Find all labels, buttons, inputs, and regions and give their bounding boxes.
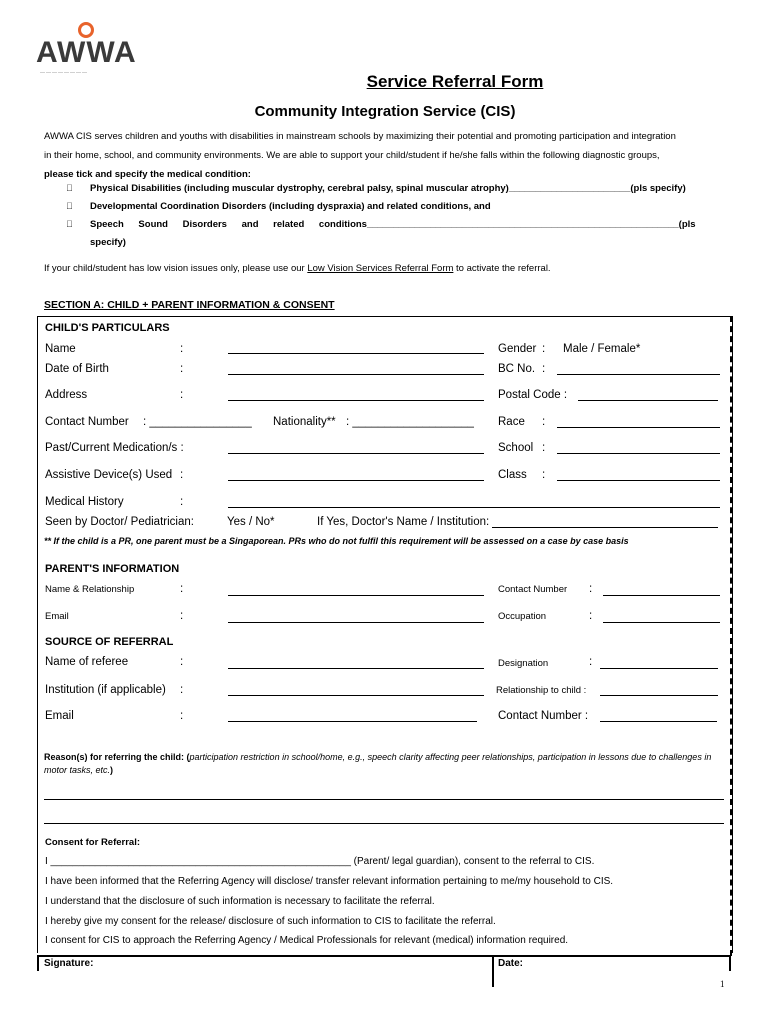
pr-note: ** If the child is a PR, one parent must be a Singaporean. PRs who do not fulfil this requirement will be assessed on a case by case basis: [44, 536, 629, 546]
condition-speech: Speech Sound Disorders and related conditions___________________________________________________________(pls: [90, 219, 696, 230]
school-field[interactable]: [557, 453, 720, 454]
relationship-field[interactable]: [600, 695, 718, 696]
consent-line-4: I hereby give my consent for the release/ disclosure of such information to CIS to facilitate the referral.: [45, 916, 496, 927]
referral-email-label: Email: [45, 710, 74, 722]
seen-options[interactable]: Yes / No*: [227, 516, 275, 528]
reason-label: Reason(s) for referring the child: (: [44, 752, 190, 762]
designation-field[interactable]: [600, 668, 718, 669]
section-a-heading: SECTION A: CHILD + PARENT INFORMATION & CONSENT: [44, 299, 335, 311]
colon: :: [589, 610, 593, 622]
colon: :: [542, 442, 546, 454]
contact-field[interactable]: : ________________: [143, 416, 252, 428]
awwa-logo: [36, 22, 136, 78]
bc-label: BC No.: [498, 363, 536, 375]
consent-line-1[interactable]: I ______________________________________________________ (Parent/ legal guardian), consent to the referral to CIS.: [45, 856, 595, 867]
colon: :: [180, 469, 184, 481]
institution-field[interactable]: [228, 695, 484, 696]
reason-close: ): [110, 765, 114, 775]
doctor-field[interactable]: [492, 527, 718, 528]
referral-header: SOURCE OF REFERRAL: [45, 636, 174, 648]
history-label: Medical History: [45, 496, 124, 508]
gender-options[interactable]: Male / Female*: [563, 343, 641, 355]
seen-label: Seen by Doctor/ Pediatrician:: [45, 516, 194, 528]
referral-contact-field[interactable]: [600, 721, 717, 722]
designation-label: Designation: [498, 658, 549, 669]
colon: :: [180, 684, 184, 696]
referral-contact-label: Contact Number :: [498, 710, 589, 722]
colon: :: [542, 343, 546, 355]
intro-line-1: AWWA CIS serves children and youths with disabilities in mainstream schools by maximizing their potential and promoting participation and integration: [44, 131, 676, 142]
parent-contact-label: Contact Number: [498, 584, 568, 595]
class-field[interactable]: [557, 480, 720, 481]
low-vision-pre: If your child/student has low vision issues only, please use our: [44, 263, 308, 274]
child-header: CHILD'S PARTICULARS: [45, 322, 170, 334]
condition-developmental: Developmental Coordination Disorders (including dyspraxia) and related conditions, and: [90, 201, 491, 212]
address-label: Address: [45, 389, 88, 401]
medication-label: Past/Current Medication/s :: [45, 442, 184, 454]
occupation-field[interactable]: [603, 622, 720, 623]
consent-line-2: I have been informed that the Referring Agency will disclose/ transfer relevant information pertaining to me/my household to CIS.: [45, 876, 614, 887]
low-vision-post: to activate the referral.: [453, 263, 551, 274]
consent-line-5: I consent for CIS to approach the Referring Agency / Medical Professionals for relevant (medical) information required.: [45, 935, 569, 946]
colon: :: [180, 710, 184, 722]
checkbox-speech[interactable]: [66, 219, 73, 229]
dob-field[interactable]: [228, 374, 484, 375]
doctor-label: If Yes, Doctor's Name / Institution:: [317, 516, 490, 528]
date-label[interactable]: Date:: [498, 958, 524, 969]
referee-label: Name of referee: [45, 656, 129, 668]
low-vision-note: [44, 263, 551, 274]
colon: :: [542, 416, 546, 428]
reason-line-1[interactable]: [44, 799, 724, 800]
medication-field[interactable]: [228, 453, 484, 454]
gender-label: Gender: [498, 343, 537, 355]
intro-paragraph: [44, 127, 724, 184]
colon: :: [180, 363, 184, 375]
colon: :: [542, 363, 546, 375]
nationality-field[interactable]: : ___________________: [346, 416, 474, 428]
logo-tagline: ————————: [40, 70, 88, 76]
signature-right-border: [729, 955, 731, 971]
intro-line-2: in their home, school, and community environments. We are able to support your child/student if he/she falls within the following diagnostic groups,: [44, 150, 660, 161]
consent-header: Consent for Referral:: [45, 837, 141, 848]
form-title: Service Referral Form: [366, 72, 544, 91]
postal-field[interactable]: [578, 400, 718, 401]
box-right-border: [730, 316, 732, 956]
colon: :: [180, 389, 184, 401]
contact-label: Contact Number: [45, 416, 129, 428]
colon: :: [180, 656, 184, 668]
nationality-label: Nationality**: [273, 416, 336, 428]
signature-row: [37, 955, 731, 973]
colon: :: [589, 656, 593, 668]
child-name-label: Name: [45, 343, 76, 355]
assistive-field[interactable]: [228, 480, 484, 481]
reason-hint: participation restriction in school/home, e.g., speech clarity affecting peer relationships, participation in lessons due to challenges in motor tasks, etc.: [44, 752, 712, 775]
parent-name-label: Name & Relationship: [45, 584, 135, 595]
institution-label: Institution (if applicable): [45, 684, 166, 696]
assistive-label: Assistive Device(s) Used: [45, 469, 173, 481]
page-number: 1: [720, 979, 725, 989]
colon: :: [180, 583, 184, 595]
consent-line-3: I understand that the disclosure of such information is necessary to facilitate the referral.: [45, 896, 435, 907]
parent-name-field[interactable]: [228, 595, 484, 596]
colon: :: [180, 496, 184, 508]
relationship-label: Relationship to child :: [496, 685, 587, 696]
signature-left-border: [37, 955, 39, 971]
colon: :: [542, 469, 546, 481]
bc-field[interactable]: [557, 374, 720, 375]
referee-field[interactable]: [228, 668, 484, 669]
intro-line-3: please tick and specify the medical condition:: [44, 169, 251, 180]
low-vision-link[interactable]: Low Vision Services Referral Form: [307, 263, 454, 274]
colon: :: [180, 610, 184, 622]
parent-email-field[interactable]: [228, 622, 484, 623]
condition-speech-cont: specify): [90, 237, 126, 248]
colon: :: [589, 583, 593, 595]
race-field[interactable]: [557, 427, 720, 428]
signature-label[interactable]: Signature:: [44, 958, 94, 969]
parent-email-label: Email: [45, 611, 69, 622]
reason-line-2[interactable]: [44, 823, 724, 824]
checkbox-physical[interactable]: [66, 183, 73, 193]
reason-text: [44, 751, 724, 777]
child-name-field[interactable]: [228, 353, 484, 354]
referral-email-field[interactable]: [228, 721, 477, 722]
condition-physical: Physical Disabilities (including muscular dystrophy, cerebral palsy, spinal muscular atrophy)_______________________(pls specify): [90, 183, 686, 194]
postal-label: Postal Code :: [498, 389, 568, 401]
signature-divider: [492, 955, 494, 987]
parent-header: PARENT'S INFORMATION: [45, 563, 180, 575]
logo-wordmark: AWWA: [36, 36, 137, 69]
address-field[interactable]: [228, 400, 484, 401]
checkbox-developmental[interactable]: [66, 201, 73, 211]
school-label: School: [498, 442, 534, 454]
history-field[interactable]: [228, 507, 720, 508]
occupation-label: Occupation: [498, 611, 547, 622]
race-label: Race: [498, 416, 525, 428]
parent-contact-field[interactable]: [603, 595, 720, 596]
dob-label: Date of Birth: [45, 363, 109, 375]
form-subtitle: Community Integration Service (CIS): [254, 103, 516, 120]
colon: :: [180, 343, 184, 355]
class-label: Class: [498, 469, 527, 481]
